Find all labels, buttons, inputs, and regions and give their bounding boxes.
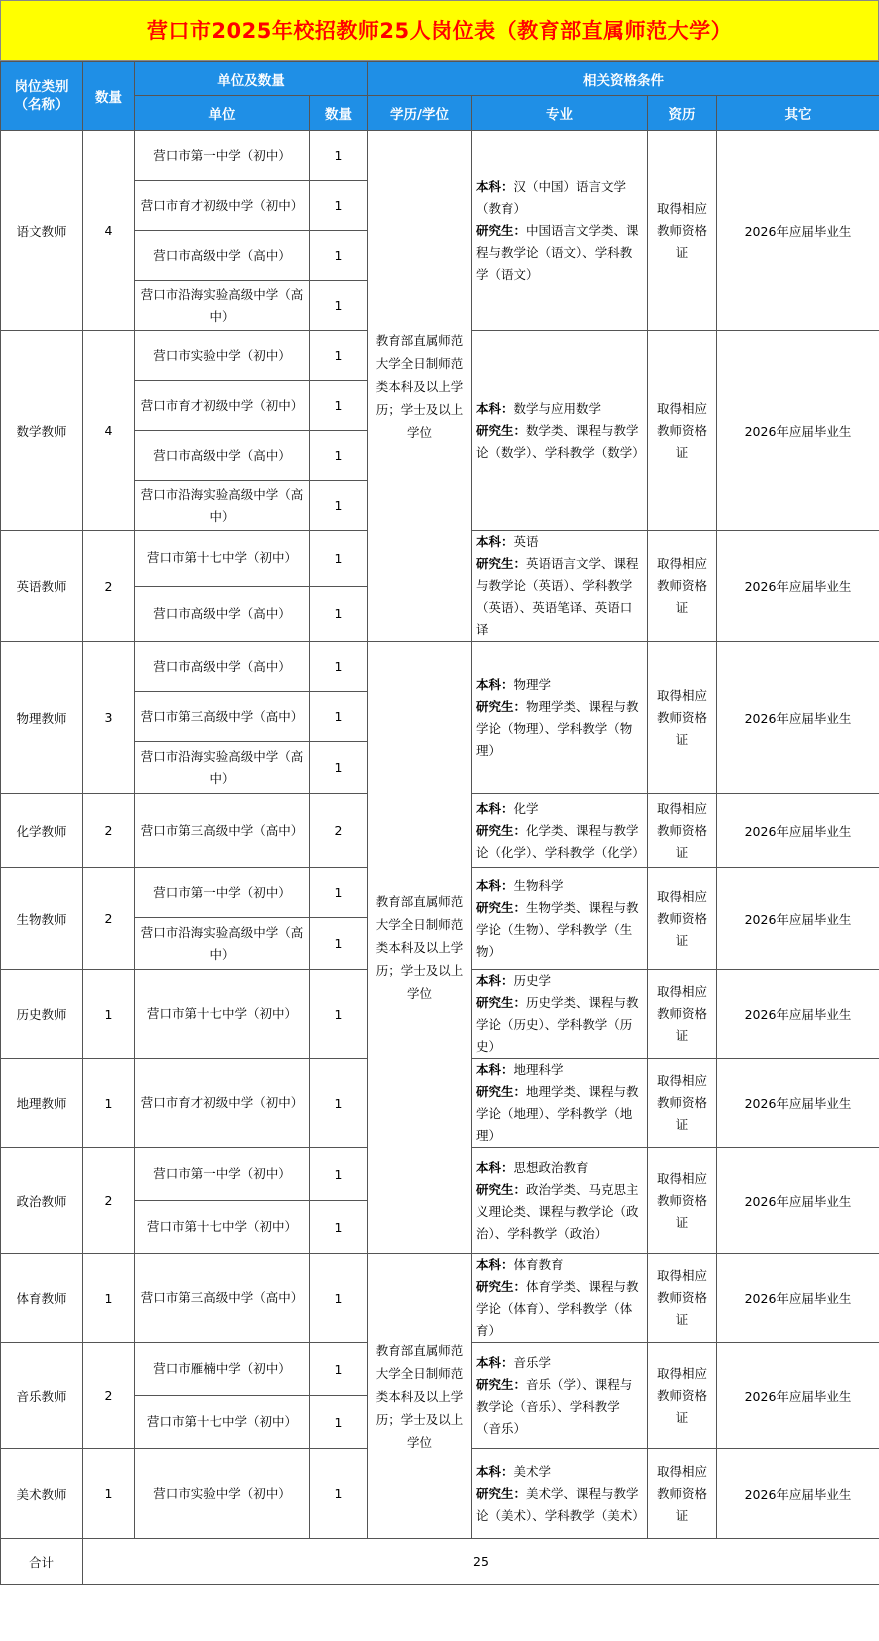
header-qualification: 资历 bbox=[648, 96, 717, 131]
positions-table bbox=[0, 61, 879, 1585]
other-requirement: 2026年应届毕业生 bbox=[717, 531, 879, 642]
unit-count: 1 bbox=[310, 531, 368, 587]
qualification-requirement: 取得相应教师资格证 bbox=[648, 970, 717, 1059]
position-name-history: 历史教师 bbox=[1, 970, 83, 1059]
undergrad-major: 音乐学 bbox=[513, 1354, 552, 1370]
other-requirement: 2026年应届毕业生 bbox=[717, 868, 879, 970]
grad-label: 研究生： bbox=[476, 698, 527, 714]
undergrad-label: 本科： bbox=[476, 178, 514, 194]
grad-major: 物理学类、课程与教学论（物理）、学科教学（物理） bbox=[476, 698, 639, 758]
major-requirement bbox=[472, 331, 648, 531]
unit-count: 1 bbox=[310, 231, 368, 281]
position-count: 2 bbox=[83, 868, 135, 970]
unit-name: 营口市育才初级中学（初中） bbox=[135, 381, 310, 431]
grad-major: 美术学、课程与教学论（美术）、学科教学（美术） bbox=[476, 1485, 645, 1523]
qualification-requirement: 取得相应教师资格证 bbox=[648, 1148, 717, 1254]
major-requirement bbox=[472, 1449, 648, 1539]
major-requirement bbox=[472, 1343, 648, 1449]
total-row bbox=[1, 1539, 879, 1585]
undergrad-label: 本科： bbox=[476, 1257, 514, 1272]
degree-requirement: 教育部直属师范大学全日制师范类本科及以上学历；学士及以上学位 bbox=[368, 131, 472, 642]
unit-count: 1 bbox=[310, 1343, 368, 1396]
page-title: 营口市2025年校招教师25人岗位表（教育部直属师范大学） bbox=[0, 0, 879, 61]
unit-count: 1 bbox=[310, 431, 368, 481]
other-requirement: 2026年应届毕业生 bbox=[717, 1059, 879, 1148]
position-name-pe: 体育教师 bbox=[1, 1254, 83, 1343]
qualification-requirement: 取得相应教师资格证 bbox=[648, 1254, 717, 1343]
header-count: 数量 bbox=[83, 62, 135, 131]
position-count: 1 bbox=[83, 1254, 135, 1343]
undergrad-label: 本科： bbox=[476, 400, 514, 416]
undergrad-label: 本科： bbox=[476, 800, 514, 816]
table-row bbox=[1, 642, 879, 692]
unit-name: 营口市第三高级中学（高中） bbox=[135, 692, 310, 742]
header-qualification-group: 相关资格条件 bbox=[368, 62, 879, 96]
unit-name: 营口市高级中学（高中） bbox=[135, 231, 310, 281]
unit-count: 1 bbox=[310, 1148, 368, 1201]
grad-label: 研究生： bbox=[476, 556, 527, 571]
other-requirement: 2026年应届毕业生 bbox=[717, 1148, 879, 1254]
unit-name: 营口市沿海实验高级中学（高中） bbox=[135, 918, 310, 970]
undergrad-label: 本科： bbox=[476, 1062, 514, 1077]
undergrad-major: 英语 bbox=[513, 534, 539, 549]
grad-label: 研究生： bbox=[476, 995, 527, 1010]
total-value: 25 bbox=[83, 1539, 879, 1585]
undergrad-major: 汉（中国）语言文学（教育） bbox=[476, 178, 627, 216]
undergrad-major: 美术学 bbox=[513, 1463, 552, 1479]
table-body bbox=[1, 131, 879, 1585]
unit-count: 1 bbox=[310, 642, 368, 692]
table-row bbox=[1, 1254, 879, 1343]
unit-name: 营口市第三高级中学（高中） bbox=[135, 794, 310, 868]
major-requirement bbox=[472, 131, 648, 331]
position-count: 1 bbox=[83, 1449, 135, 1539]
position-count: 2 bbox=[83, 794, 135, 868]
grad-major: 政治学类、马克思主义理论类、课程与教学论（政治）、学科教学（政治） bbox=[476, 1181, 639, 1241]
degree-requirement: 教育部直属师范大学全日制师范类本科及以上学历；学士及以上学位 bbox=[368, 642, 472, 1254]
qualification-requirement: 取得相应教师资格证 bbox=[648, 131, 717, 331]
major-requirement bbox=[472, 642, 648, 794]
unit-count: 2 bbox=[310, 794, 368, 868]
undergrad-major: 体育教育 bbox=[513, 1257, 564, 1272]
position-count: 4 bbox=[83, 131, 135, 331]
grad-major: 中国语言文学类、课程与教学论（语文）、学科教学（语文） bbox=[476, 222, 639, 282]
position-name-chinese: 语文教师 bbox=[1, 131, 83, 331]
undergrad-label: 本科： bbox=[476, 1463, 514, 1479]
unit-name: 营口市沿海实验高级中学（高中） bbox=[135, 281, 310, 331]
grad-major: 体育学类、课程与教学论（体育）、学科教学（体育） bbox=[476, 1279, 639, 1338]
undergrad-major: 生物科学 bbox=[513, 877, 564, 893]
position-name-english: 英语教师 bbox=[1, 531, 83, 642]
position-name-physics: 物理教师 bbox=[1, 642, 83, 794]
unit-name: 营口市第一中学（初中） bbox=[135, 1148, 310, 1201]
unit-count: 1 bbox=[310, 481, 368, 531]
qualification-requirement: 取得相应教师资格证 bbox=[648, 868, 717, 970]
grad-label: 研究生： bbox=[476, 1084, 527, 1099]
position-name-chemistry: 化学教师 bbox=[1, 794, 83, 868]
position-name-art: 美术教师 bbox=[1, 1449, 83, 1539]
other-requirement: 2026年应届毕业生 bbox=[717, 331, 879, 531]
position-name-music: 音乐教师 bbox=[1, 1343, 83, 1449]
other-requirement: 2026年应届毕业生 bbox=[717, 970, 879, 1059]
unit-count: 1 bbox=[310, 1396, 368, 1449]
unit-count: 1 bbox=[310, 331, 368, 381]
position-count: 4 bbox=[83, 331, 135, 531]
undergrad-label: 本科： bbox=[476, 973, 514, 988]
position-count: 2 bbox=[83, 1343, 135, 1449]
grad-label: 研究生： bbox=[476, 1279, 527, 1294]
major-requirement bbox=[472, 1254, 648, 1343]
unit-name: 营口市实验中学（初中） bbox=[135, 331, 310, 381]
major-requirement bbox=[472, 970, 648, 1059]
unit-name: 营口市第三高级中学（高中） bbox=[135, 1254, 310, 1343]
header-degree: 学历/学位 bbox=[368, 96, 472, 131]
unit-name: 营口市第十七中学（初中） bbox=[135, 970, 310, 1059]
unit-count: 1 bbox=[310, 970, 368, 1059]
unit-name: 营口市第一中学（初中） bbox=[135, 868, 310, 918]
other-requirement: 2026年应届毕业生 bbox=[717, 1254, 879, 1343]
undergrad-label: 本科： bbox=[476, 1159, 514, 1175]
major-requirement bbox=[472, 1059, 648, 1148]
header-category: 岗位类别 （名称） bbox=[1, 62, 83, 131]
grad-major: 英语语言文学、课程与教学论（英语）、学科教学（英语）、英语笔译、英语口译 bbox=[476, 556, 639, 637]
grad-major: 数学类、课程与教学论（数学）、学科教学（数学） bbox=[476, 422, 645, 460]
undergrad-label: 本科： bbox=[476, 534, 514, 549]
position-count: 2 bbox=[83, 1148, 135, 1254]
unit-count: 1 bbox=[310, 742, 368, 794]
unit-count: 1 bbox=[310, 1254, 368, 1343]
other-requirement: 2026年应届毕业生 bbox=[717, 642, 879, 794]
unit-count: 1 bbox=[310, 281, 368, 331]
major-requirement bbox=[472, 531, 648, 642]
undergrad-label: 本科： bbox=[476, 676, 514, 692]
grad-label: 研究生： bbox=[476, 422, 527, 438]
position-name-biology: 生物教师 bbox=[1, 868, 83, 970]
header-major: 专业 bbox=[472, 96, 648, 131]
unit-name: 营口市高级中学（高中） bbox=[135, 642, 310, 692]
grad-major: 生物学类、课程与教学论（生物）、学科教学（生物） bbox=[476, 899, 639, 959]
header-unit: 单位 bbox=[135, 96, 310, 131]
other-requirement: 2026年应届毕业生 bbox=[717, 794, 879, 868]
position-name-politics: 政治教师 bbox=[1, 1148, 83, 1254]
unit-name: 营口市高级中学（高中） bbox=[135, 586, 310, 642]
unit-name: 营口市沿海实验高级中学（高中） bbox=[135, 481, 310, 531]
unit-count: 1 bbox=[310, 868, 368, 918]
grad-label: 研究生： bbox=[476, 822, 527, 838]
total-label: 合计 bbox=[1, 1539, 83, 1585]
unit-count: 1 bbox=[310, 918, 368, 970]
unit-count: 1 bbox=[310, 692, 368, 742]
grad-label: 研究生： bbox=[476, 222, 527, 238]
qualification-requirement: 取得相应教师资格证 bbox=[648, 1343, 717, 1449]
position-count: 2 bbox=[83, 531, 135, 642]
unit-name: 营口市第十七中学（初中） bbox=[135, 1201, 310, 1254]
unit-count: 1 bbox=[310, 1059, 368, 1148]
header-other: 其它 bbox=[717, 96, 879, 131]
unit-count: 1 bbox=[310, 381, 368, 431]
grad-label: 研究生： bbox=[476, 1485, 527, 1501]
unit-count: 1 bbox=[310, 131, 368, 181]
unit-name: 营口市育才初级中学（初中） bbox=[135, 181, 310, 231]
qualification-requirement: 取得相应教师资格证 bbox=[648, 794, 717, 868]
grad-major: 历史学类、课程与教学论（历史）、学科教学（历史） bbox=[476, 995, 639, 1054]
unit-name: 营口市雁楠中学（初中） bbox=[135, 1343, 310, 1396]
undergrad-major: 数学与应用数学 bbox=[513, 400, 602, 416]
other-requirement: 2026年应届毕业生 bbox=[717, 131, 879, 331]
qualification-requirement: 取得相应教师资格证 bbox=[648, 1449, 717, 1539]
table-row bbox=[1, 131, 879, 181]
degree-requirement: 教育部直属师范大学全日制师范类本科及以上学历；学士及以上学位 bbox=[368, 1254, 472, 1539]
undergrad-major: 物理学 bbox=[513, 676, 552, 692]
undergrad-major: 思想政治教育 bbox=[513, 1159, 589, 1175]
grad-major: 化学类、课程与教学论（化学）、学科教学（化学） bbox=[476, 822, 645, 860]
major-requirement bbox=[472, 794, 648, 868]
unit-name: 营口市育才初级中学（初中） bbox=[135, 1059, 310, 1148]
major-requirement bbox=[472, 1148, 648, 1254]
undergrad-label: 本科： bbox=[476, 877, 514, 893]
unit-name: 营口市第十七中学（初中） bbox=[135, 1396, 310, 1449]
unit-count: 1 bbox=[310, 586, 368, 642]
qualification-requirement: 取得相应教师资格证 bbox=[648, 642, 717, 794]
major-requirement bbox=[472, 868, 648, 970]
header-unit-count: 数量 bbox=[310, 96, 368, 131]
unit-name: 营口市第十七中学（初中） bbox=[135, 531, 310, 587]
qualification-requirement: 取得相应教师资格证 bbox=[648, 1059, 717, 1148]
undergrad-major: 历史学 bbox=[513, 973, 552, 988]
unit-count: 1 bbox=[310, 1449, 368, 1539]
unit-name: 营口市沿海实验高级中学（高中） bbox=[135, 742, 310, 794]
undergrad-major: 化学 bbox=[513, 800, 539, 816]
qualification-requirement: 取得相应教师资格证 bbox=[648, 331, 717, 531]
position-count: 3 bbox=[83, 642, 135, 794]
position-count: 1 bbox=[83, 1059, 135, 1148]
grad-major: 音乐（学）、课程与教学论（音乐）、学科教学（音乐） bbox=[476, 1376, 633, 1436]
position-count: 1 bbox=[83, 970, 135, 1059]
grad-major: 地理学类、课程与教学论（地理）、学科教学（地理） bbox=[476, 1084, 639, 1143]
position-name-geography: 地理教师 bbox=[1, 1059, 83, 1148]
undergrad-major: 地理科学 bbox=[513, 1062, 564, 1077]
unit-count: 1 bbox=[310, 181, 368, 231]
grad-label: 研究生： bbox=[476, 1181, 527, 1197]
other-requirement: 2026年应届毕业生 bbox=[717, 1449, 879, 1539]
unit-name: 营口市高级中学（高中） bbox=[135, 431, 310, 481]
grad-label: 研究生： bbox=[476, 899, 527, 915]
unit-count: 1 bbox=[310, 1201, 368, 1254]
undergrad-label: 本科： bbox=[476, 1354, 514, 1370]
unit-name: 营口市实验中学（初中） bbox=[135, 1449, 310, 1539]
other-requirement: 2026年应届毕业生 bbox=[717, 1343, 879, 1449]
qualification-requirement: 取得相应教师资格证 bbox=[648, 531, 717, 642]
grad-label: 研究生： bbox=[476, 1376, 527, 1392]
header-unit-group: 单位及数量 bbox=[135, 62, 368, 96]
position-name-math: 数学教师 bbox=[1, 331, 83, 531]
unit-name: 营口市第一中学（初中） bbox=[135, 131, 310, 181]
